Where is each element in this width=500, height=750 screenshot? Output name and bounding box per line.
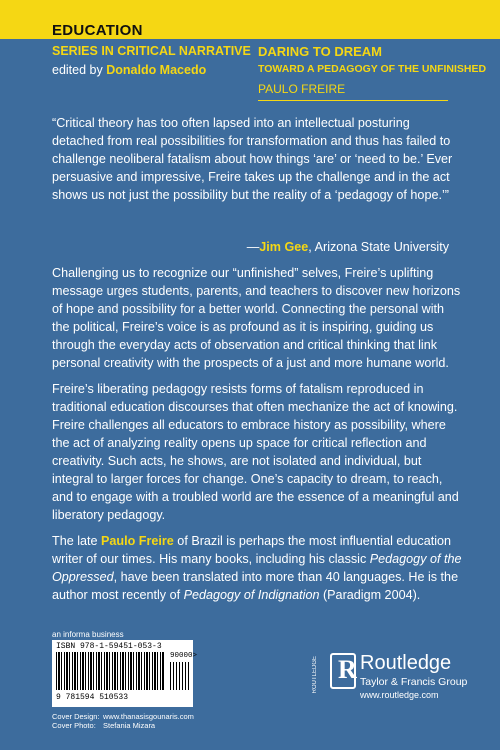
bio-text: (Paradigm 2004). (319, 588, 421, 602)
attribution-name: Jim Gee (259, 240, 309, 254)
publisher-website: www.routledge.com (360, 690, 439, 700)
quote-attribution (247, 240, 449, 254)
barcode-number: 9 781594 510533 (56, 693, 129, 702)
book-author: PAULO FREIRE (258, 82, 346, 96)
bio-author-name: Paulo Freire (101, 534, 174, 548)
bio-book-title: Pedagogy of the Oppressed (52, 552, 462, 584)
book-title: DARING TO DREAM (258, 44, 382, 59)
attribution-dash: — (246, 240, 260, 254)
logo-vertical-text: ROUTLEDGE (312, 656, 318, 694)
price-code: 90000> (170, 652, 198, 660)
bio-book-title: Pedagogy of Indignation (183, 588, 320, 602)
cover-design-value: www.thanasisgounaris.com (103, 712, 194, 721)
price-barcode-bars (170, 662, 190, 690)
series-editor (52, 63, 206, 77)
barcode (52, 640, 198, 707)
cover-photo-label: Cover Photo: (52, 721, 96, 730)
editor-name: Donaldo Macedo (106, 63, 207, 77)
editor-prefix: edited by (52, 63, 103, 77)
bio-text: of Brazil is perhaps the most influential education writer of our times. His many books, including his classic (52, 534, 452, 566)
cover-design-label: Cover Design: (52, 712, 100, 721)
routledge-logo-icon (330, 653, 356, 689)
author-bio (52, 532, 462, 604)
series-name: SERIES IN CRITICAL NARRATIVE (52, 44, 251, 58)
informa-label: an informa business (52, 630, 124, 639)
description-paragraph-2: Freire’s liberating pedagogy resists forms of fatalism reproduced in traditional education discourses that often mechanize the act of knowing. Freire challenges all educators to embrace history as possibility, where the act of analyzing reality opens up space for critical reflection and creativity. Such acts, he shows, are not isolated and individual, but integral to larger forces for change. One’s capacity to dream, to reach, and to engage with a troubled world are the essence of a meaningful and liberatory pedagogy. (52, 382, 459, 522)
bio-text: The late (52, 534, 102, 548)
description-paragraph-1: Challenging us to recognize our “unfinished” selves, Freire’s uplifting message urges students, parents, and teachers to discover new horizons of hope and possibility for a better world. Connecting the personal with the political, Freire’s voice is as profound as it is inspiring, guiding us through the everyday acts of observation and critical thinking that link personal creativity with the prospects of a just and more humane world. (52, 266, 461, 370)
title-divider (258, 100, 448, 101)
cover-photo-value: Stefania Mizara (103, 721, 156, 730)
barcode-bars (56, 652, 164, 690)
category-label: EDUCATION (52, 22, 143, 39)
attribution-affiliation: , Arizona State University (308, 240, 449, 254)
cover-credits (52, 712, 194, 730)
endorsement-quote: “Critical theory has too often lapsed into an intellectual posturing detached from real possibilities for transformation and thus has failed to challenge neoliberal fatalism about how things ‘are’ or ‘need to be.’ Ever persuasive and impressive, Freire takes up the challenge and in the act shows us not just the possibility but the reality of a ‘pedagogy of hope.’” (52, 116, 453, 202)
book-subtitle: TOWARD A PEDAGOGY OF THE UNFINISHED (258, 63, 487, 75)
isbn-text: ISBN 978-1-59451-053-3 (56, 642, 162, 651)
publisher-group: Taylor & Francis Group (360, 676, 468, 688)
publisher-name: Routledge (360, 652, 452, 674)
bio-text: , have been translated into more than 40 languages. He is the author most recently of (52, 570, 459, 602)
logo-letter: R (338, 655, 357, 684)
